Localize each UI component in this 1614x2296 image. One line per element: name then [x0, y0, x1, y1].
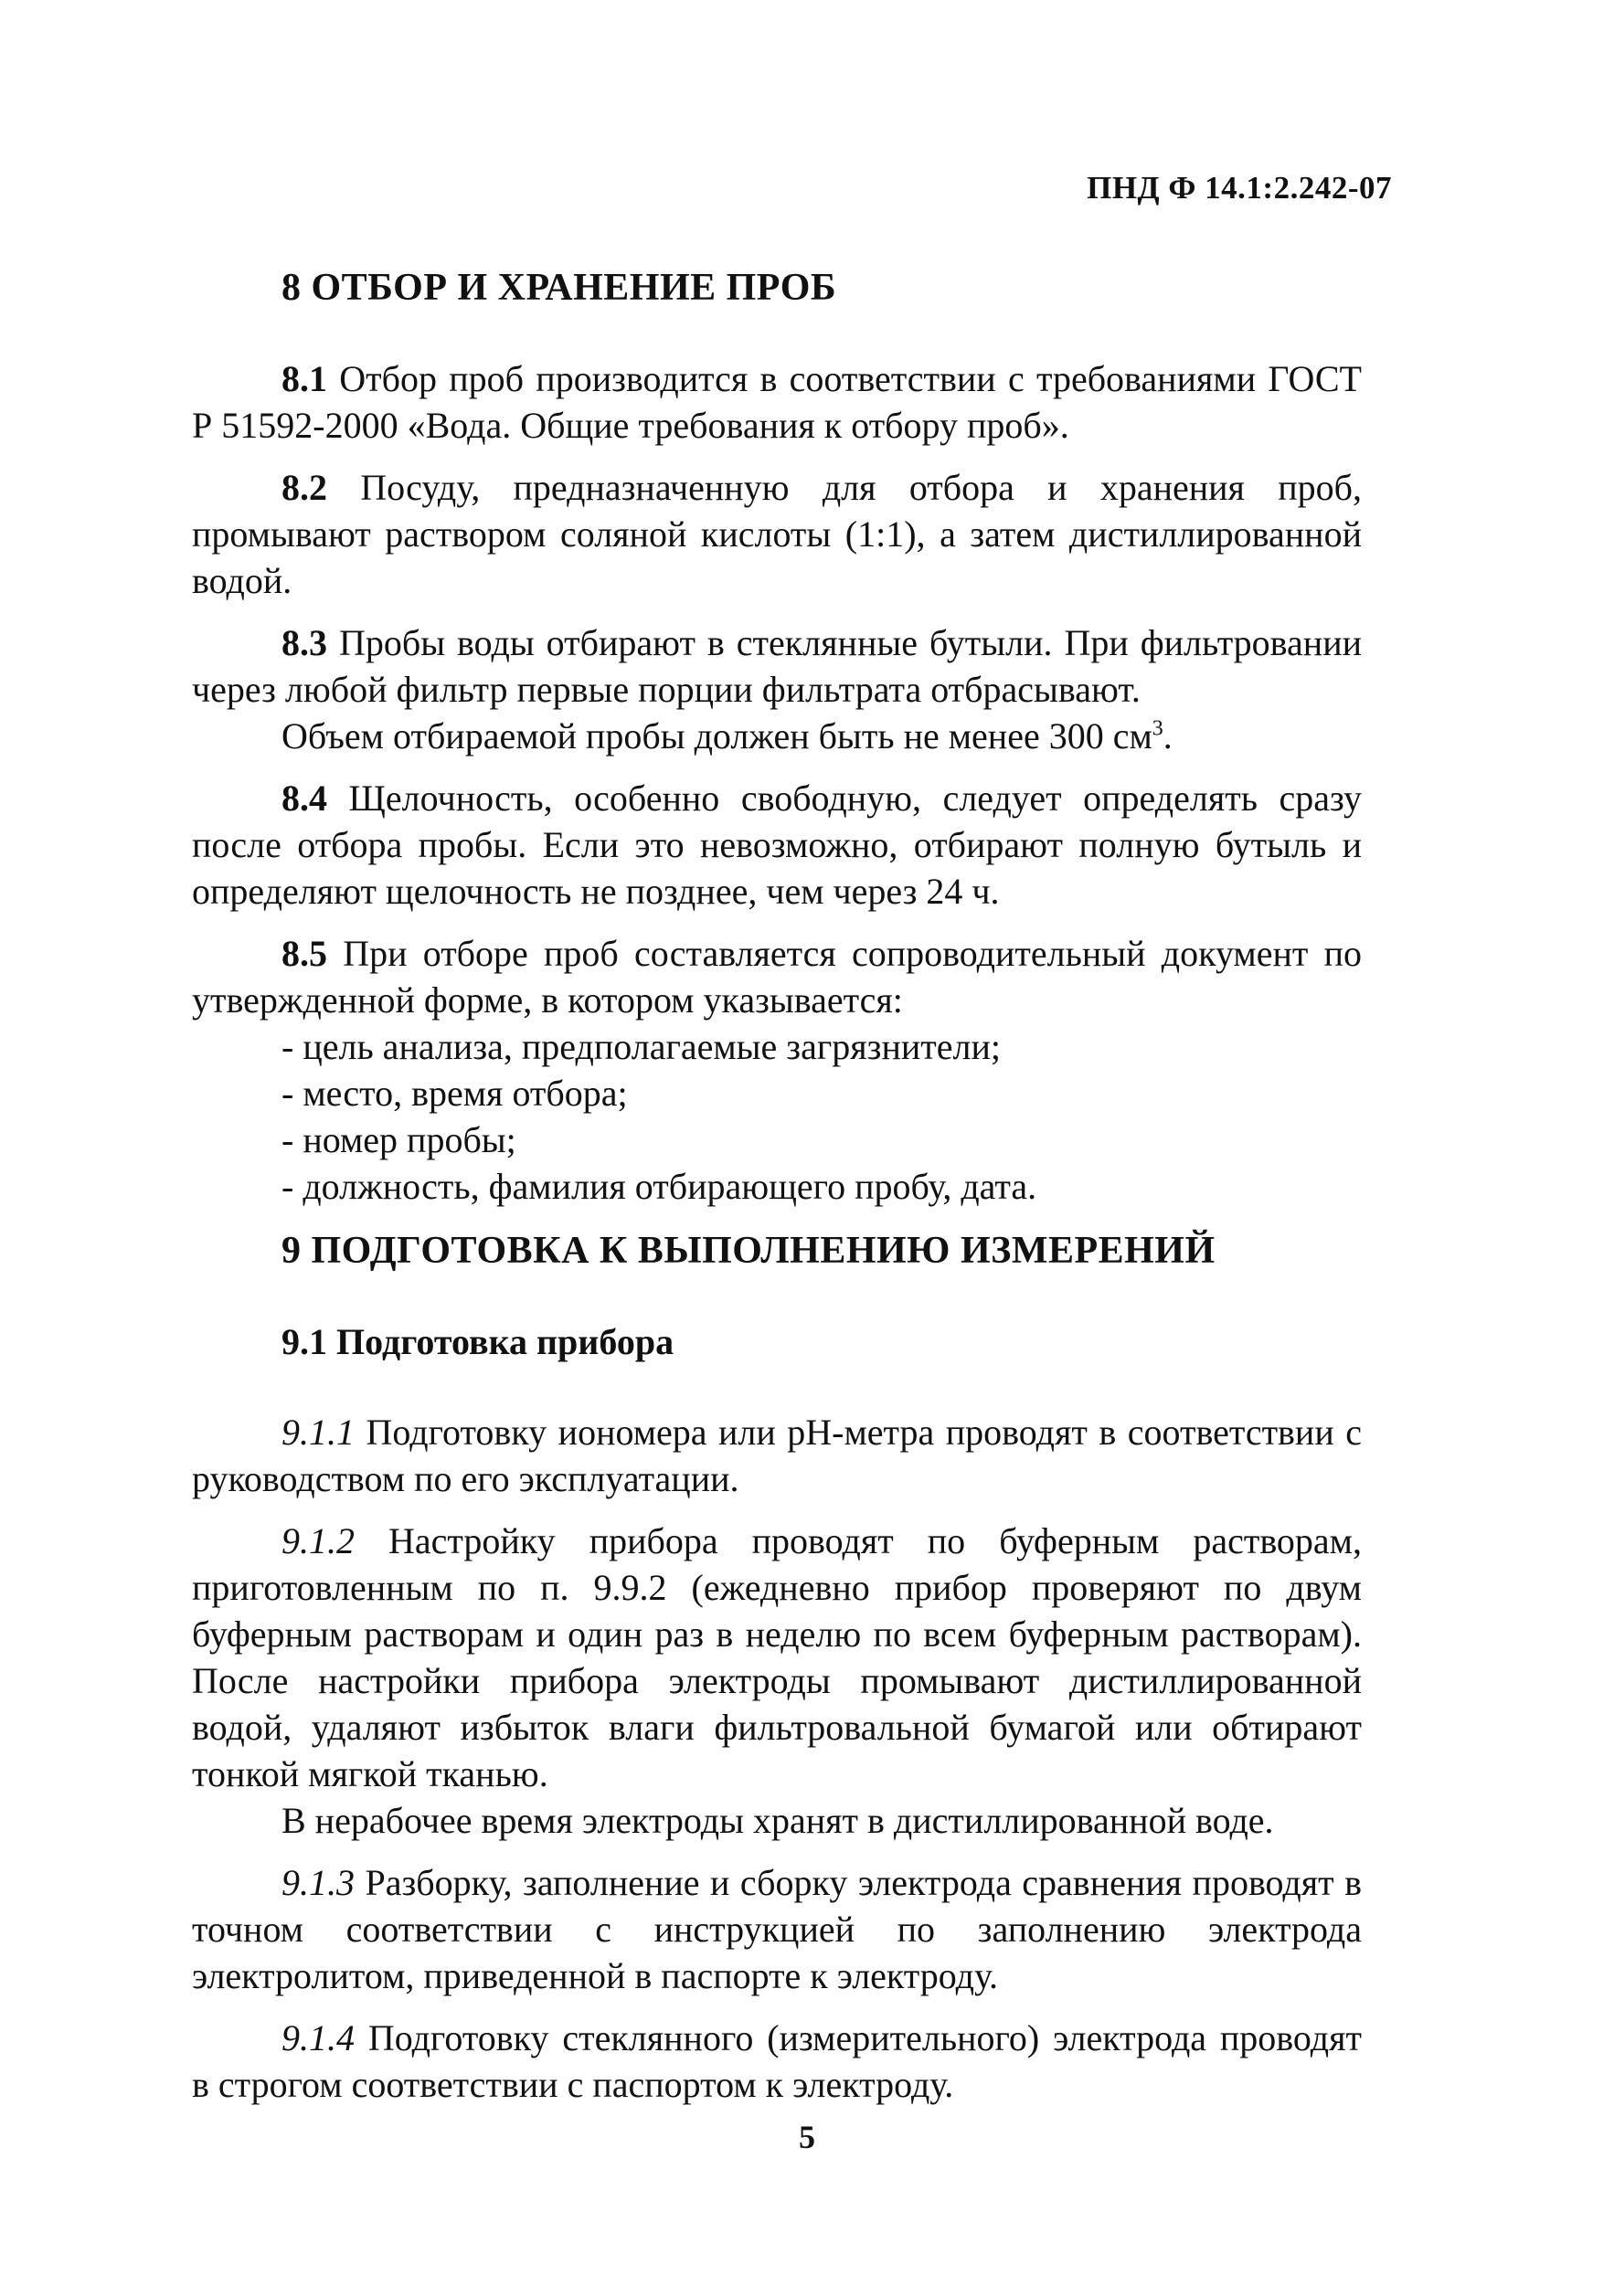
paragraph-number: 9.1.1: [281, 1412, 355, 1453]
paragraph-number: 8.5: [281, 933, 327, 974]
paragraph-number: 9.1.4: [281, 2017, 355, 2058]
page-content: [192, 265, 1362, 2123]
paragraph-text: Пробы воды отбирают в стеклянные бутыли. При фильтровании через любой фильтр первые порции фильтрата отбрасывают.: [192, 622, 1362, 710]
section-9-heading: 9 ПОДГОТОВКА К ВЫПОЛНЕНИЮ ИЗМЕРЕНИЙ: [281, 1230, 1216, 1272]
paragraph-text: Подготовку стеклянного (измерительного) электрода проводят в строгом соответствии с паспортом к электроду.: [192, 2017, 1362, 2105]
paragraph-text: Посуду, предназначенную для отбора и хранения проб, промывают раствором соляной кислоты (1:1), а затем дистиллированной водой.: [192, 467, 1362, 601]
paragraph-number: 9.1.2: [281, 1520, 355, 1561]
paragraph-text: Подготовку иономера или pH-метра проводят в соответствии с руководством по его эксплуатации.: [192, 1412, 1362, 1499]
list-item: - должность, фамилия отбирающего пробу, дата.: [281, 1166, 1037, 1207]
list-item: - номер пробы;: [281, 1119, 516, 1160]
page-number: 5: [799, 2119, 815, 2155]
cubic-superscript: 3: [1152, 716, 1163, 741]
paragraph-text: Настройку прибора проводят по буферным растворам, приготовленным по п. 9.9.2 (ежедневно прибор проверяют по двум буферным растворам и один раз в неделю по всем буферным растворам). После настройки прибора электроды промывают дистиллированной водой, удаляют избыток влаги фильтровальной бумагой или обтирают тонкой мягкой тканью.: [192, 1520, 1362, 1794]
paragraph-text: Щелочность, особенно свободную, следует определять сразу после отбора пробы. Если это невозможно, отбирают полную бутыль и определяют щелочность не позднее, чем через 24 ч.: [192, 778, 1362, 912]
paragraph-8-1: [192, 355, 1362, 449]
paragraph-8-3: [192, 619, 1362, 713]
paragraph-text: При отборе проб составляется сопроводительный документ по утвержденной форме, в котором указывается:: [192, 933, 1362, 1021]
paragraph-9-1-1: [192, 1409, 1362, 1502]
storage-note: В нерабочее время электроды хранят в дистиллированной воде.: [281, 1800, 1274, 1841]
paragraph-text: Отбор проб производится в соответствии с требованиями ГОСТ Р 51592-2000 «Вода. Общие требования к отбору проб».: [192, 358, 1362, 446]
paragraph-number: 8.3: [281, 622, 327, 663]
sample-volume-text: Объем отбираемой пробы должен быть не менее 300 см: [281, 715, 1152, 757]
paragraph-9-1-2: [192, 1518, 1362, 1797]
paragraph-text: Разборку, заполнение и сборку электрода сравнения проводят в точном соответствии с инструкцией по заполнению электрода электролитом, приведенной в паспорте к электроду.: [192, 1862, 1362, 1996]
paragraph-8-2: [192, 464, 1362, 604]
paragraph-number: 9.1.3: [281, 1862, 355, 1903]
subsection-9-1-heading: 9.1 Подготовка прибора: [281, 1321, 674, 1362]
paragraph-number: 8.4: [281, 778, 327, 819]
list-item: - место, время отбора;: [281, 1073, 628, 1114]
paragraph-number: 8.2: [281, 467, 327, 508]
paragraph-8-4: [192, 775, 1362, 915]
paragraph-9-1-4: [192, 2015, 1362, 2108]
paragraph-8-5: [192, 930, 1362, 1023]
paragraph-number: 8.1: [281, 358, 327, 399]
sample-volume-line: [192, 713, 1362, 759]
document-requirements-list: [192, 1023, 1362, 1210]
section-8-heading: 8 ОТБОР И ХРАНЕНИЕ ПРОБ: [281, 267, 837, 309]
paragraph-9-1-3: [192, 1859, 1362, 1999]
list-item: - цель анализа, предполагаемые загрязнители;: [281, 1026, 1001, 1067]
document-code: ПНД Ф 14.1:2.242-07: [1087, 170, 1392, 206]
sample-volume-end: .: [1163, 715, 1173, 757]
